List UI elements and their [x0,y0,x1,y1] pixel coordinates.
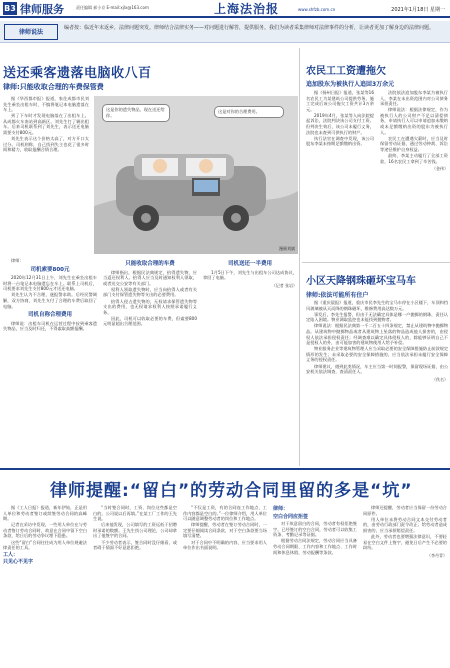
article-laptop-col2 [3,258,97,464]
paragraph: 律师说：出租车司机在运营过程中捡到乘客遗失物品，应当及时归还，不得索取高额报酬。 [3,320,97,332]
paragraph: 此外，劳动者也要增强法律意识，不要轻易在空白文件上签字，避免日后产生不必要的纠纷。 [363,533,447,551]
subheading: 只能收取合理的车费 [125,261,175,267]
paragraph: 据《重庆晨报》报道，重庆市民李先生的宝马车停在小区楼下，车顶和挡风玻璃被从天而降的钢珠砸坏，维修费用高达数万元。 [306,300,448,311]
paragraph: 律师说法：根据法律规定，作为被执行人的公司财产不足以清偿债务，申请执行人可以申请追加未缴纳或未足额缴纳出资的股东为被执行人。 [380,107,448,135]
issue-date: 2021年1月18日 星期一 [391,7,445,13]
paragraph: 对于合同中不明确的内容，应当要求用人单位作出书面说明。 [183,539,267,551]
cartoon-illustration [94,96,298,254]
article-labor-contract [0,468,450,668]
article-wages-subtitle: 追加股东为被执行人追回3万余元 [306,81,395,88]
article-wages-body [306,90,448,260]
masthead [0,0,450,18]
article-labor-col1 [3,505,87,668]
article-falling-ball [302,266,450,466]
article-falling-ball-subtitle: 律师:依法可能所有住户 [306,292,369,299]
paragraph: 2019年4月，张某等人向法院提起诉讼，法院判决该公司支付工资。但判决生效后，该公司未履行义务，法院也未查到可供执行的财产。 [306,112,374,135]
paragraph: 最终，李某主动履行了全部工资款，16名农民工拿到了辛苦钱。 [380,153,448,164]
subheading: 司机送还一半费用 [227,261,272,267]
article-wages [302,48,450,263]
paragraph: 这些“留白”合同往往成为用人单位规避法律责任的工具。 [3,539,87,551]
paragraph: 用人单位未将劳动合同文本交付劳动者的，由劳动行政部门责令改正；给劳动者造成损害的，应当承担赔偿责任。 [363,516,447,533]
article-laptop-col1 [3,96,89,224]
paragraph: “不仅是工资，有的合同连工作地点、工作内容都是空白的。”一位律师介绍，用人单位可以随意调整劳动者的岗位和工作地点。 [183,505,267,522]
editor-note-text: 编者按：临近年末返乡，法律问题突发。律师结合法律实务——对问题进行解答，提供服务。我们为读者采集律师对法律事件的分析，让读者更加了解身边的法律问题。 [64,25,435,31]
article-laptop-body [3,258,298,464]
paragraph: 执行法官在调查中发现，该公司股东李某未按期足额缴纳出资。 [306,135,374,147]
paragraph: 对于故意留白的合同，劳动者有权拒绝签字。已经签订的空白合同，劳动者可以收集工资条、考勤记录等证据。 [273,521,357,538]
subheading: 空白合同应拒签 [273,513,309,520]
article-laptop-col4 [203,258,297,464]
paragraph: 据《华西都市报》报道，家住成都市民刘先生乘坐出租车时，不慎将笔记本电脑遗落在车上。 [3,96,89,113]
paragraph: 农民工在遭遇欠薪时，应当及时保留劳动证据，通过劳动仲裁、诉讼等途径维护自身权益。 [380,135,448,152]
paragraph: 刘先生表示这个价格太高了，对方开口太过分。司机则称，自己找到失主也花了很多时间和精力，收取报酬合情合理。 [3,136,89,153]
subheading: 律师： [273,506,289,512]
byline: （李丹青） [427,552,447,558]
paragraph: 事发后，李先生报警，但由于无法确定具体是哪一户抛掷的钢珠，责任认定陷入困境。物业调取监控也未能找到抛物者。 [306,311,448,323]
article-falling-ball-body [306,300,448,464]
paragraph: 法院依法追加股东李某为被执行人，李某在未出资范围内对公司债务承担责任。 [380,90,448,107]
paragraph: 据《扬州日报》报道，张某等16名农民工为某建筑公司提供劳务，施工完成后该公司拖欠工资共计3万余元。 [306,90,374,112]
editor-note [0,21,450,43]
byline: （记者 张岩） [271,282,297,288]
article-labor-col2 [93,505,177,668]
paragraph: 不少劳动者表示，签合同时没仔细看，或者碍于情面不好意思拒绝。 [93,539,177,551]
article-laptop-subtitle: 律师:只能收取合理的车费保管费 [3,83,104,91]
speech-bubble-left: 这是你的遗失物品，现在送还给你。 [102,104,170,122]
paragraph: “当时签合同时，工资、岗位这些都是空白的，公司说以后再填。”在某工厂工作的王先生说。 [93,505,177,522]
byline: （金伟） [432,166,448,172]
paragraph: 物业服务企业等建筑物管理人应当采取必要的安全保障措施防止前款规定情形的发生；未采取必要的安全保障措施的，应当依法承担未履行安全保障义务的侵权责任。 [306,346,448,363]
paragraph: 记者在采访中发现，一些用人单位在与劳动者签订劳动合同时，故意在合同中留下空白条款，给日后的劳动争议埋下隐患。 [3,522,87,539]
paragraph: 因此，司机可以收取必要的车费，但索要800元明显超出合理范围。 [103,315,197,327]
paragraph: 根据劳动合同法规定，劳动合同应当具备劳动合同期限、工作内容和工作地点、工作时间和休息休假、劳动报酬等条款。 [273,538,357,555]
article-wages-col-right [380,90,448,260]
paragraph: 到了下车时才发现电脑落在了出租车上。从成都火车南站到高新区，刘先生打了辆出租车。后来司机联系到了刘先生，表示送还电脑需要支付800元。 [3,113,89,136]
paragraph: 拾得人侵占遗失物的，无权请求保管遗失物等支出的费用，也无权请求权利人按照承诺履行义务。 [103,298,197,315]
article-wages-col-left [306,90,374,260]
paragraph: 1月5日下午，刘先生与出租车公司达成协议，拿回了电脑。 [203,269,297,281]
section-title: 律师服务 [20,3,64,16]
speech-bubble-right: 这是对你的合理费用。 [214,106,284,118]
article-labor-contract-title: 律师提醒:“留白”的劳动合同里留的多是“坑” [50,481,413,501]
article-labor-col4 [273,505,357,668]
subheading: 工人： [3,551,19,558]
article-laptop-title: 送还乘客遗落电脑收八百 [3,66,152,81]
website-url[interactable]: www.shfzb.com.cn [298,7,336,12]
article-laptop [0,48,300,466]
article-labor-col5 [363,505,447,668]
page-number: B3 [4,4,16,13]
subheading: 司机自称合理费用 [27,312,72,319]
subheading: 司机索要800元 [30,266,70,273]
paragraph: 2020年12月31日上午，刘先生在乘坐出租车时将一台笔记本电脑遗忘在车上。联系上司机后，司机要求刘先生支付800元才送还电脑。 [3,275,97,292]
paragraph: 律师提醒，劳动者在签订劳动合同时，一定要仔细阅读合同条款，对于空白条款要当场填写清楚。 [183,522,267,539]
byline: （佚名） [432,376,448,382]
photo-credit: 漫画刘斌 [279,246,295,251]
paragraph: 律师建议，遇到此类情况，车主应当第一时间报警，保留现场证据，由公安机关依法调查，查清责任人。 [306,363,448,375]
paragraph: 律师说法：根据民法典第一千二百五十四条规定，禁止从建筑物中抛掷物品。从建筑物中抛掷物品或者从建筑物上坠落的物品造成他人损害的，由侵权人依法承担侵权责任；经调查难以确定具体侵权人的，除能够证明自己不是侵权人的外，由可能加害的建筑物使用人给予补偿。 [306,323,448,346]
article-labor-contract-body [3,505,447,668]
paragraph: 律师还提醒，劳动者应当保留一份劳动合同原件。 [363,505,447,516]
article-falling-ball-title: 小区天降钢珠砸坏宝马车 [306,276,416,287]
paragraph: 律师： [11,258,24,263]
paragraph: 权利人领取遗失物时，应当向拾得人或者有关部门支付保管遗失物等支出的必要费用。 [103,286,197,298]
editors-line: 责任编辑 郝小京 E-mail:xjlx@163.com [76,5,149,10]
subheading: 只见心不见字 [3,559,34,566]
paragraph: 据《工人日报》报道，新年伊始，正是用人单位和劳动者签订或续签劳动合同的高峰期。 [3,505,87,522]
article-laptop-col3 [103,258,197,464]
paragraph: 刘先生认为不合理，遂报警求助。后经民警调解，双方协商，刘先生支付了合理的车费后取回了电脑。 [3,292,97,309]
newspaper-logo: 上海法治报 [214,2,280,16]
article-wages-title: 农民工工资遭拖欠 [306,66,386,77]
paragraph: 后来他发现，公司填写的工资远低于招聘时承诺的数额。王先生找公司理论，公司却拿出了他签字的合同。 [93,522,177,539]
article-labor-col3 [183,505,267,668]
paragraph: 律师指出，根据民法典规定，拾得遗失物，应当返还权利人。拾得人应当及时通知权利人领取，或者送交公安等有关部门。 [103,269,197,286]
editor-note-badge: 律师说法 [4,24,58,40]
